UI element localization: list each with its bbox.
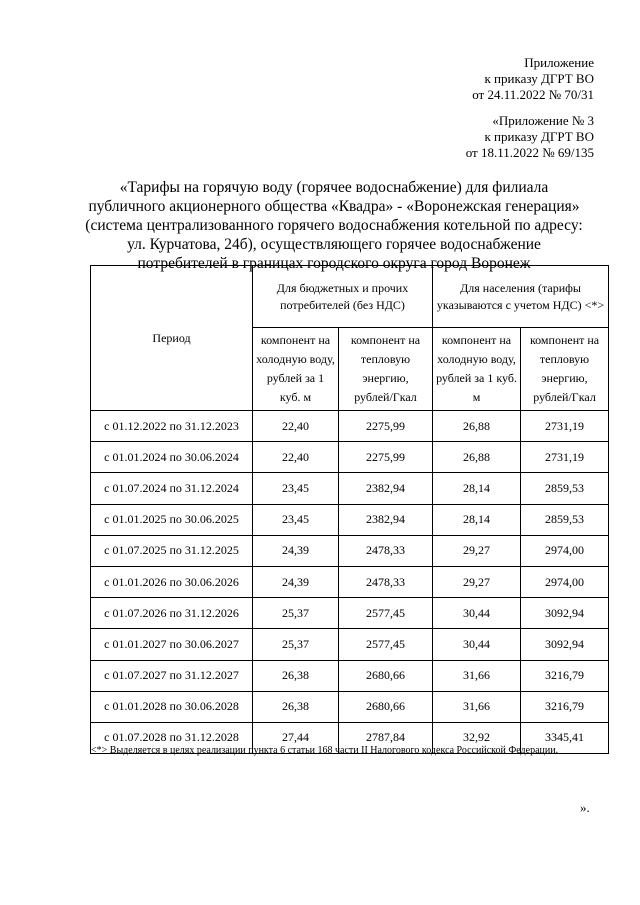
budget-cold-cell: 23,45 bbox=[253, 504, 339, 535]
population-heat-cell: 3092,94 bbox=[521, 598, 609, 629]
population-heat-cell: 2731,19 bbox=[521, 442, 609, 473]
budget-heat-cell: 2577,45 bbox=[339, 598, 433, 629]
budget-cold-cell: 27,44 bbox=[253, 722, 339, 753]
population-cold-cell: 28,14 bbox=[433, 473, 521, 504]
table-row bbox=[91, 442, 609, 473]
closing-quote: ». bbox=[580, 800, 590, 815]
period-cell: с 01.07.2028 по 31.12.2028 bbox=[91, 722, 253, 753]
population-heat-cell: 2974,00 bbox=[521, 566, 609, 597]
budget-heat-cell: 2478,33 bbox=[339, 535, 433, 566]
budget-heat-header: компонент на тепловую энергию, рублей/Гкал bbox=[339, 328, 433, 411]
budget-cold-cell: 24,39 bbox=[253, 566, 339, 597]
period-header: Период bbox=[91, 266, 253, 411]
table-row bbox=[91, 629, 609, 660]
appendix-header bbox=[472, 55, 594, 103]
population-cold-cell: 30,44 bbox=[433, 629, 521, 660]
budget-cold-cell: 25,37 bbox=[253, 629, 339, 660]
population-heat-cell: 2974,00 bbox=[521, 535, 609, 566]
population-heat-cell: 3345,41 bbox=[521, 722, 609, 753]
period-cell: с 01.01.2025 по 30.06.2025 bbox=[91, 504, 253, 535]
population-heat-cell: 2859,53 bbox=[521, 473, 609, 504]
budget-cold-cell: 26,38 bbox=[253, 691, 339, 722]
period-cell: с 01.07.2025 по 31.12.2025 bbox=[91, 535, 253, 566]
budget-cold-cell: 25,37 bbox=[253, 598, 339, 629]
period-cell: с 01.07.2026 по 31.12.2026 bbox=[91, 598, 253, 629]
table-row bbox=[91, 691, 609, 722]
population-cold-cell: 31,66 bbox=[433, 691, 521, 722]
document-title: «Тарифы на горячую воду (горячее водоснабжение) для филиала публичного акционерного общества «Квадра» - «Воронежская генерация» (система централизованного горячего водоснабжения котельной по адресу: ул. Курчатова, 24б), осуществляющего горячее водоснабжение потребителей в границах городского округа город Воронеж bbox=[85, 179, 583, 272]
appendix-header-line1: Приложение bbox=[524, 55, 594, 70]
period-cell: с 01.01.2028 по 30.06.2028 bbox=[91, 691, 253, 722]
population-cold-header: компонент на холодную воду, рублей за 1 куб. м bbox=[433, 328, 521, 411]
budget-cold-cell: 22,40 bbox=[253, 442, 339, 473]
tariff-table bbox=[90, 265, 609, 754]
population-cold-cell: 26,88 bbox=[433, 411, 521, 442]
budget-heat-cell: 2680,66 bbox=[339, 660, 433, 691]
population-cold-cell: 29,27 bbox=[433, 566, 521, 597]
period-cell: с 01.01.2026 по 30.06.2026 bbox=[91, 566, 253, 597]
budget-cold-cell: 23,45 bbox=[253, 473, 339, 504]
budget-heat-cell: 2680,66 bbox=[339, 691, 433, 722]
appendix-ref-line2: к приказу ДГРТ ВО bbox=[484, 129, 594, 144]
appendix-ref-line1: «Приложение № 3 bbox=[492, 113, 594, 128]
appendix-header-line3: от 24.11.2022 № 70/31 bbox=[472, 87, 594, 102]
table-row bbox=[91, 598, 609, 629]
budget-cold-cell: 24,39 bbox=[253, 535, 339, 566]
table-row bbox=[91, 504, 609, 535]
budget-heat-cell: 2478,33 bbox=[339, 566, 433, 597]
budget-heat-cell: 2577,45 bbox=[339, 629, 433, 660]
table-row bbox=[91, 660, 609, 691]
footnote: <*> Выделяется в целях реализации пункта 6 статьи 168 части II Налогового кодекса Российской Федерации. bbox=[91, 745, 559, 756]
budget-group-header: Для бюджетных и прочих потребителей (без НДС) bbox=[253, 266, 433, 328]
population-cold-cell: 32,92 bbox=[433, 722, 521, 753]
table-row bbox=[91, 566, 609, 597]
budget-heat-cell: 2382,94 bbox=[339, 504, 433, 535]
population-heat-cell: 3216,79 bbox=[521, 691, 609, 722]
period-cell: с 01.07.2027 по 31.12.2027 bbox=[91, 660, 253, 691]
population-heat-cell: 2731,19 bbox=[521, 411, 609, 442]
budget-cold-cell: 22,40 bbox=[253, 411, 339, 442]
table-row bbox=[91, 535, 609, 566]
appendix-ref-line3: от 18.11.2022 № 69/135 bbox=[465, 145, 594, 160]
population-heat-cell: 2859,53 bbox=[521, 504, 609, 535]
period-cell: с 01.07.2024 по 31.12.2024 bbox=[91, 473, 253, 504]
table-row bbox=[91, 411, 609, 442]
population-heat-header: компонент на тепловую энергию, рублей/Гкал bbox=[521, 328, 609, 411]
population-heat-cell: 3092,94 bbox=[521, 629, 609, 660]
appendix-header-line2: к приказу ДГРТ ВО bbox=[484, 71, 594, 86]
budget-heat-cell: 2275,99 bbox=[339, 411, 433, 442]
budget-heat-cell: 2275,99 bbox=[339, 442, 433, 473]
population-heat-cell: 3216,79 bbox=[521, 660, 609, 691]
period-cell: с 01.12.2022 по 31.12.2023 bbox=[91, 411, 253, 442]
appendix-reference bbox=[466, 113, 594, 161]
budget-cold-header: компонент на холодную воду, рублей за 1 куб. м bbox=[253, 328, 339, 411]
budget-heat-cell: 2382,94 bbox=[339, 473, 433, 504]
period-cell: с 01.01.2027 по 30.06.2027 bbox=[91, 629, 253, 660]
population-cold-cell: 28,14 bbox=[433, 504, 521, 535]
population-cold-cell: 31,66 bbox=[433, 660, 521, 691]
period-cell: с 01.01.2024 по 30.06.2024 bbox=[91, 442, 253, 473]
budget-cold-cell: 26,38 bbox=[253, 660, 339, 691]
population-cold-cell: 26,88 bbox=[433, 442, 521, 473]
population-group-header: Для населения (тарифы указываются с учетом НДС) <*> bbox=[433, 266, 609, 328]
budget-heat-cell: 2787,84 bbox=[339, 722, 433, 753]
population-cold-cell: 29,27 bbox=[433, 535, 521, 566]
table-row bbox=[91, 473, 609, 504]
population-cold-cell: 30,44 bbox=[433, 598, 521, 629]
